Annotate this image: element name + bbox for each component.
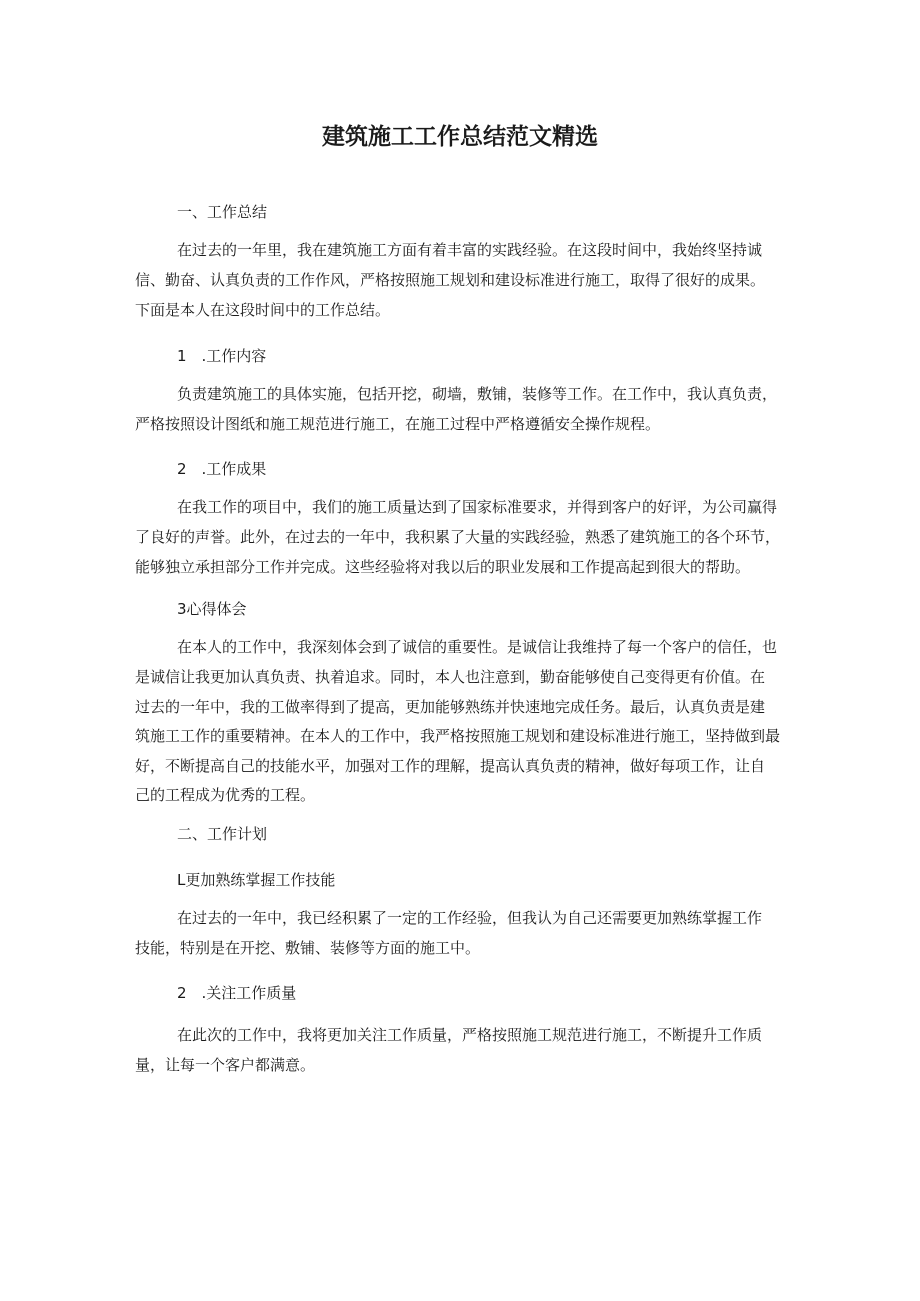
paragraph-line: 在本人的工作中，我深刻体会到了诚信的重要性。是诚信让我维持了每一个客户的信任，也	[177, 638, 778, 656]
paragraph-line: 筑施工工作的重要精神。在本人的工作中，我严格按照施工规划和建设标准进行施工，坚持做到最	[135, 727, 781, 745]
paragraph-line: 量，让每一个客户都满意。	[135, 1056, 316, 1074]
section-heading-plan: 二、工作计划	[177, 825, 268, 843]
paragraph-line: 在过去的一年中，我已经积累了一定的工作经验，但我认为自己还需要更加熟练掌握工作	[177, 909, 763, 927]
section-heading-summary: 一、工作总结	[177, 203, 268, 221]
paragraph-line: 是诚信让我更加认真负责、执着追求。同时，本人也注意到，勤奋能够使自己变得更有价值。在	[135, 668, 766, 686]
paragraph-line: 在过去的一年里，我在建筑施工方面有着丰富的实践经验。在这段时间中，我始终坚持诚	[177, 241, 763, 259]
paragraph-line: 了良好的声誉。此外，在过去的一年中，我积累了大量的实践经验，熟悉了建筑施工的各个环节，	[135, 528, 781, 546]
document-title: 建筑施工工作总结范文精选	[322, 124, 598, 150]
paragraph-line: 好，不断提高自己的技能水平，加强对工作的理解，提高认真负责的精神，做好每项工作，让自	[135, 757, 766, 775]
paragraph-line: 严格按照设计图纸和施工规范进行施工，在施工过程中严格遵循安全操作规程。	[135, 415, 661, 433]
paragraph-line: 过去的一年中，我的工做率得到了提高，更加能够熟练并快速地完成任务。最后，认真负责是建	[135, 698, 766, 716]
paragraph-line: 信、勤奋、认真负责的工作作风，严格按照施工规划和建设标准进行施工，取得了很好的成果。	[135, 271, 766, 289]
paragraph-line: 在我工作的项目中，我们的施工质量达到了国家标准要求，并得到客户的好评，为公司赢得	[177, 498, 778, 516]
paragraph-line: 能够独立承担部分工作并完成。这些经验将对我以后的职业发展和工作提高起到很大的帮助。	[135, 558, 751, 576]
paragraph-line: 在此次的工作中，我将更加关注工作质量，严格按照施工规范进行施工，不断提升工作质	[177, 1026, 763, 1044]
subheading-experience: 3心得体会	[177, 600, 247, 618]
paragraph-line: 下面是本人在这段时间中的工作总结。	[135, 301, 391, 319]
subheading-skills: L更加熟练掌握工作技能	[177, 871, 336, 889]
subheading-work-results: 2 .工作成果	[177, 460, 267, 478]
paragraph-line: 负责建筑施工的具体实施，包括开挖，砌墙，敷铺，装修等工作。在工作中，我认真负责，	[177, 385, 778, 403]
subheading-quality: 2 .关注工作质量	[177, 984, 297, 1002]
subheading-work-content: 1 .工作内容	[177, 347, 267, 365]
paragraph-line: 技能，特别是在开挖、敷铺、装修等方面的施工中。	[135, 939, 481, 957]
paragraph-line: 己的工程成为优秀的工程。	[135, 786, 316, 804]
